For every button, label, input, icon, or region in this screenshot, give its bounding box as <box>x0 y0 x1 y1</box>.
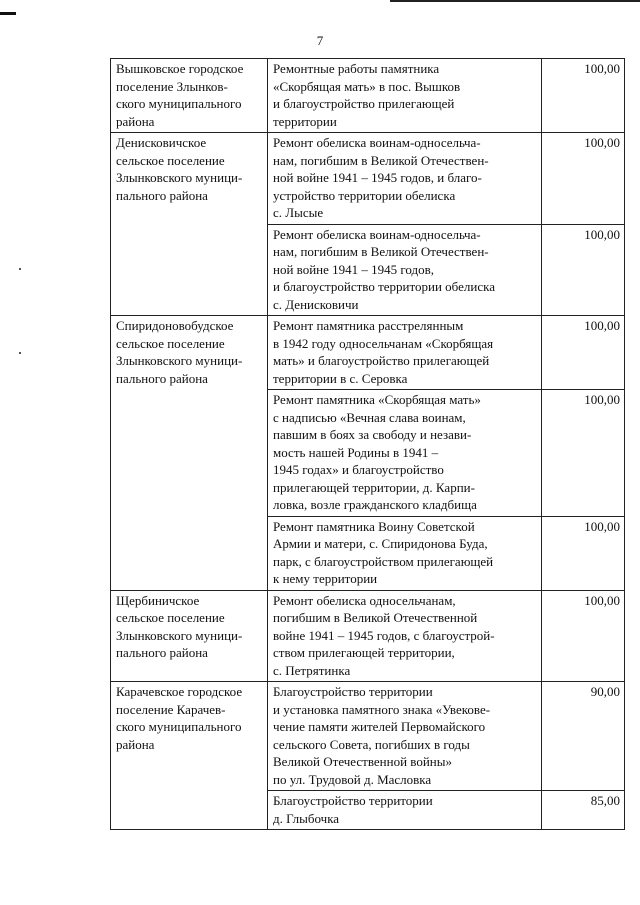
text-line: «Скорбящая мать» в пос. Вышков <box>273 78 461 94</box>
text-line: павшим в боях за свободу и незави- <box>273 427 472 442</box>
text-line: ной войне 1941 – 1945 годов, <box>273 261 435 277</box>
text-line: чение памяти жителей Первомайского <box>273 719 486 734</box>
text-line: сельское поселение <box>116 152 225 168</box>
text-line: Ремонт обелиска воинам-односельча- <box>273 226 481 242</box>
text-line: с. Денисковичи <box>273 296 359 312</box>
text-line: и установка памятного знака «Увекове- <box>273 701 491 717</box>
scan-speck <box>19 268 21 270</box>
amount-cell: 85,00 <box>542 791 625 830</box>
text-line: Вышковское городское <box>116 61 244 76</box>
text-line: и благоустройство территории обелиска <box>273 279 495 294</box>
amount-cell: 90,00 <box>542 682 625 791</box>
works-table <box>110 58 625 830</box>
amount-cell: 100,00 <box>542 590 625 682</box>
text-line: Благоустройство территории <box>273 684 433 699</box>
amount-cell: 100,00 <box>542 133 625 225</box>
text-line: района <box>116 113 155 129</box>
text-line: и благоустройство прилегающей <box>273 96 455 111</box>
work-description-cell <box>268 316 542 390</box>
text-line: Армии и матери, с. Спиридонова Буда, <box>273 536 488 551</box>
text-line: поселение Злынков- <box>116 78 228 94</box>
text-line: нам, погибшим в Великой Отечествен- <box>273 152 489 168</box>
text-line: Спиридоновобудское <box>116 318 234 333</box>
work-description-cell <box>268 390 542 517</box>
text-line: ством прилегающей территории, <box>273 645 455 660</box>
text-line: мать» и благоустройство прилегающей <box>273 353 490 368</box>
text-line: сельское поселение <box>116 610 225 625</box>
text-line: территории в с. Серовка <box>273 370 408 386</box>
scan-edge-mark <box>0 12 16 15</box>
text-line: Злынковского муници- <box>116 353 243 368</box>
text-line: с. Лысые <box>273 205 324 220</box>
text-line: ского муниципального <box>116 96 242 111</box>
text-line: Ремонт памятника «Скорбящая мать» <box>273 392 481 407</box>
text-line: Злынковского муници- <box>116 627 243 643</box>
settlement-cell <box>111 59 268 133</box>
amount-cell: 100,00 <box>542 516 625 590</box>
settlement-cell <box>111 133 268 316</box>
text-line: нам, погибшим в Великой Отечествен- <box>273 244 489 259</box>
table-row <box>111 133 625 225</box>
amount-cell: 100,00 <box>542 390 625 517</box>
text-line: территории <box>273 113 337 129</box>
work-description-cell <box>268 791 542 830</box>
text-line: в 1942 году односельчанам «Скорбящая <box>273 335 494 351</box>
settlement-cell <box>111 590 268 682</box>
text-line: Карачевское городское <box>116 684 243 699</box>
text-line: 1945 годах» и благоустройство <box>273 462 444 477</box>
text-line: ловка, возле гражданского кладбища <box>273 497 477 512</box>
text-line: мость нашей Родины в 1941 – <box>273 444 439 460</box>
text-line: Великой Отечественной войны» <box>273 754 452 769</box>
table-row <box>111 590 625 682</box>
table-row <box>111 682 625 791</box>
text-line: Благоустройство территории <box>273 793 433 808</box>
text-line: погибшим в Великой Отечественной <box>273 610 478 625</box>
amount-cell: 100,00 <box>542 59 625 133</box>
scan-speck <box>19 352 21 354</box>
text-line: пального района <box>116 187 208 203</box>
text-line: района <box>116 736 155 752</box>
text-line: пального района <box>116 645 208 660</box>
work-description-cell <box>268 516 542 590</box>
scan-top-line <box>390 0 640 2</box>
text-line: по ул. Трудовой д. Масловка <box>273 771 432 787</box>
text-line: поселение Карачев- <box>116 701 226 717</box>
text-line: пального района <box>116 370 208 386</box>
text-line: прилегающей территории, д. Карпи- <box>273 479 475 495</box>
text-line: д. Глыбочка <box>273 810 340 826</box>
text-line: Ремонт памятника расстрелянным <box>273 318 464 333</box>
text-line: войне 1941 – 1945 годов, с благоустрой- <box>273 627 495 643</box>
text-line: Денисковичское <box>116 135 207 150</box>
text-line: Злынковского муници- <box>116 170 243 185</box>
work-description-cell <box>268 224 542 316</box>
table-row <box>111 59 625 133</box>
text-line: устройство территории обелиска <box>273 187 456 203</box>
settlement-cell <box>111 316 268 591</box>
page-number: 7 <box>316 33 324 48</box>
text-line: парк, с благоустройством прилегающей <box>273 553 494 569</box>
text-line: сельское поселение <box>116 335 225 351</box>
text-line: ной войне 1941 – 1945 годов, и благо- <box>273 170 482 185</box>
work-description-cell <box>268 133 542 225</box>
text-line: с надписью «Вечная слава воинам, <box>273 409 466 425</box>
text-line: Ремонтные работы памятника <box>273 61 440 76</box>
text-line: Ремонт памятника Воину Советской <box>273 518 475 534</box>
table-row <box>111 316 625 390</box>
text-line: Щербиничское <box>116 592 200 608</box>
text-line: Ремонт обелиска воинам-односельча- <box>273 135 481 150</box>
work-description-cell <box>268 682 542 791</box>
work-description-cell <box>268 59 542 133</box>
text-line: к нему территории <box>273 571 378 586</box>
text-line: сельского Совета, погибших в годы <box>273 736 470 752</box>
amount-cell: 100,00 <box>542 224 625 316</box>
text-line: с. Петрятинка <box>273 662 351 678</box>
text-line: Ремонт обелиска односельчанам, <box>273 592 456 608</box>
amount-cell: 100,00 <box>542 316 625 390</box>
work-description-cell <box>268 590 542 682</box>
settlement-cell <box>111 682 268 830</box>
text-line: ского муниципального <box>116 719 242 734</box>
